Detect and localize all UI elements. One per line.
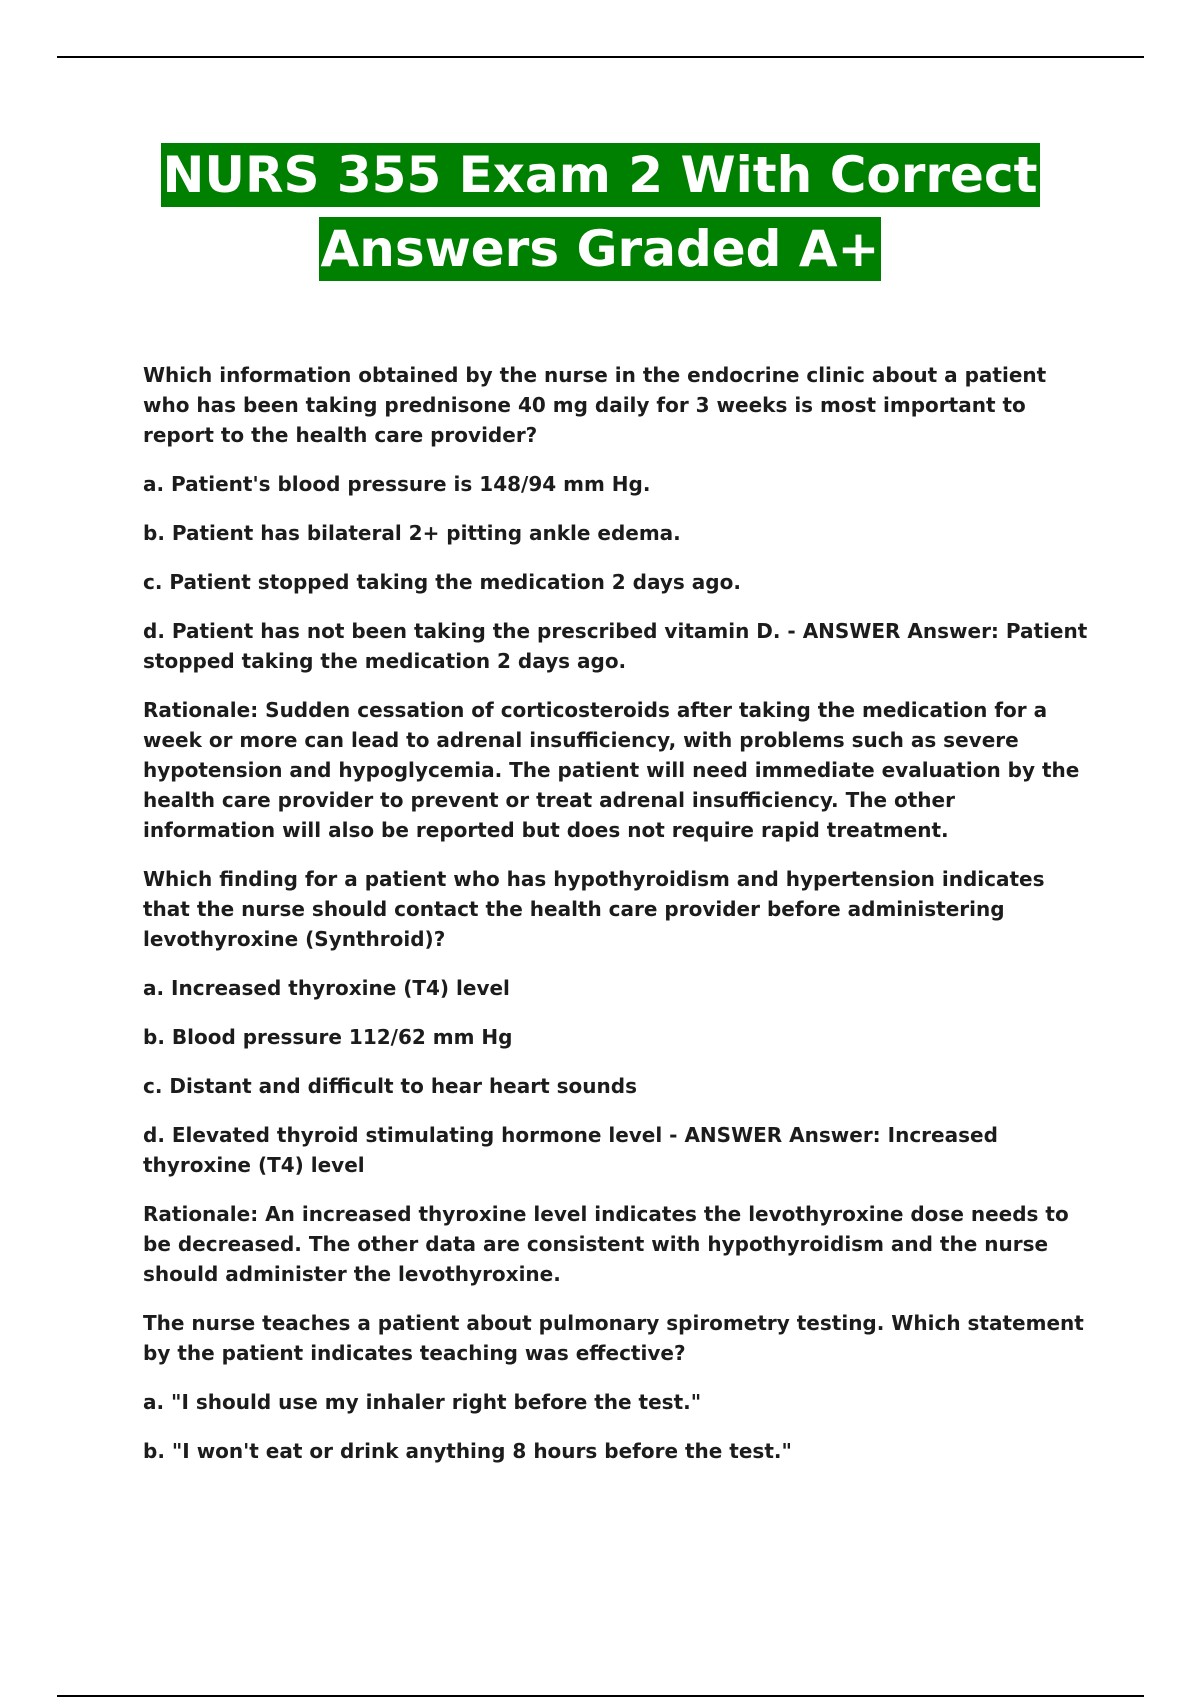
question-2: Which finding for a patient who has hypothyroidism and hypertension indicates that the nurse should contact the health care provider before administering levothyroxine (Synthroid)? — [143, 867, 1045, 951]
document-body — [143, 360, 1093, 1485]
question-3: The nurse teaches a patient about pulmonary spirometry testing. Which statement by the patient indicates teaching was effective? — [143, 1311, 1084, 1365]
document-title — [0, 143, 1200, 281]
question-2-option-c: c. Distant and difficult to hear heart sounds — [143, 1074, 637, 1098]
question-1-rationale: Rationale: Sudden cessation of corticosteroids after taking the medication for a week or more can lead to adrenal insufficiency, with problems such as severe hypotension and hypoglycemia. The patient will need immediate evaluation by the health care provider to prevent or treat adrenal insufficiency. The other information will also be reported but does not require rapid treatment. — [143, 698, 1080, 842]
question-1-option-b: b. Patient has bilateral 2+ pitting ankle edema. — [143, 521, 681, 545]
top-rule — [57, 56, 1144, 58]
question-2-rationale: Rationale: An increased thyroxine level indicates the levothyroxine dose needs to be decreased. The other data are consistent with hypothyroidism and the nurse should administer the levothyroxine. — [143, 1202, 1069, 1286]
question-1-option-d-answer: d. Patient has not been taking the prescribed vitamin D. - ANSWER Answer: Patient stopped taking the medication 2 days ago. — [143, 619, 1088, 673]
question-2-option-a: a. Increased thyroxine (T4) level — [143, 976, 510, 1000]
question-1-option-a: a. Patient's blood pressure is 148/94 mm Hg. — [143, 472, 651, 496]
title-line-2: Answers Graded A+ — [319, 217, 882, 281]
title-line-1: NURS 355 Exam 2 With Correct — [161, 143, 1040, 207]
question-3-option-b: b. "I won't eat or drink anything 8 hours before the test." — [143, 1439, 792, 1463]
question-1: Which information obtained by the nurse in the endocrine clinic about a patient who has been taking prednisone 40 mg daily for 3 weeks is most important to report to the health care provider? — [143, 363, 1047, 447]
question-3-option-a: a. "I should use my inhaler right before the test." — [143, 1390, 702, 1414]
question-2-option-d-answer: d. Elevated thyroid stimulating hormone level - ANSWER Answer: Increased thyroxine (T4) level — [143, 1123, 998, 1177]
question-1-option-c: c. Patient stopped taking the medication 2 days ago. — [143, 570, 741, 594]
question-2-option-b: b. Blood pressure 112/62 mm Hg — [143, 1025, 513, 1049]
bottom-rule — [57, 1695, 1144, 1697]
